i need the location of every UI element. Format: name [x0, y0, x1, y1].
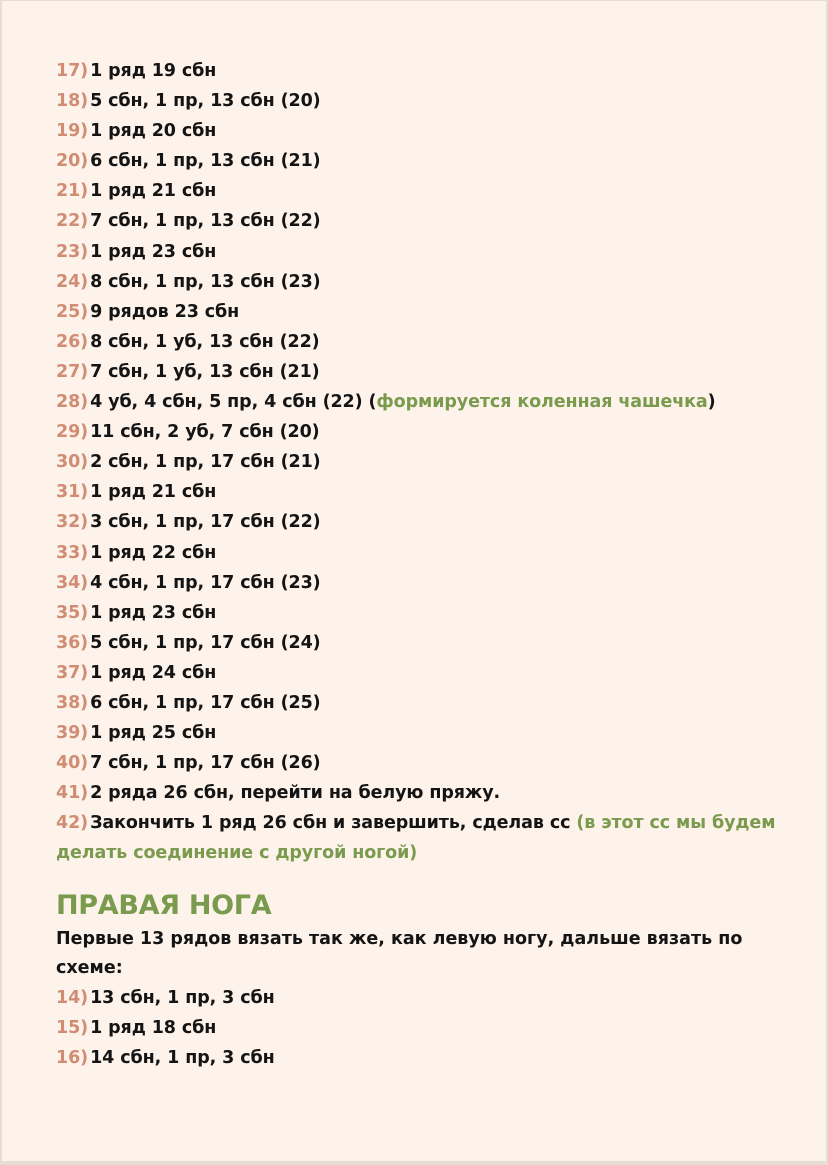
row-instruction: 6 сбн, 1 пр, 17 сбн (25) — [90, 692, 321, 713]
row-instruction: 1 ряд 18 сбн — [90, 1017, 217, 1038]
pattern-row — [56, 628, 796, 658]
right-leg-intro: Первые 13 рядов вязать так же, как левую ногу, дальше вязать по схеме: — [56, 928, 743, 978]
row-instruction: 3 сбн, 1 пр, 17 сбн (22) — [90, 512, 321, 533]
row-number: 20) — [56, 151, 89, 172]
pattern-row — [56, 146, 796, 176]
row-instruction: 1 ряд 25 сбн — [90, 723, 217, 744]
row-number: 26) — [56, 331, 89, 352]
row-number: 28) — [56, 392, 89, 413]
row-instruction: 4 сбн, 1 пр, 17 сбн (23) — [90, 572, 321, 593]
pattern-row — [56, 778, 796, 808]
pattern-row — [56, 507, 796, 537]
pattern-row — [56, 237, 796, 267]
left-leg-rows — [56, 56, 796, 869]
row-instruction: 6 сбн, 1 пр, 13 сбн (21) — [90, 151, 321, 172]
row-instruction: 8 сбн, 1 уб, 13 сбн (22) — [90, 331, 320, 352]
row-number: 37) — [56, 662, 89, 683]
pattern-row — [56, 538, 796, 568]
pattern-row — [56, 387, 796, 417]
pattern-row — [56, 297, 796, 327]
row-instruction: 1 ряд 21 сбн — [90, 482, 217, 503]
row-instruction: 14 сбн, 1 пр, 3 сбн — [90, 1047, 275, 1068]
row-number: 17) — [56, 61, 89, 81]
row-number: 39) — [56, 723, 89, 744]
pattern-row — [56, 983, 796, 1013]
row-instruction: 4 уб, 4 сбн, 5 пр, 4 сбн (22) ( — [90, 392, 377, 413]
row-note-close: ) — [707, 392, 716, 413]
row-instruction: 7 сбн, 1 пр, 17 сбн (26) — [90, 753, 321, 774]
row-instruction: Закончить 1 ряд 26 сбн и завершить, сделав сс — [90, 813, 577, 834]
row-instruction: 2 ряда 26 сбн, перейти на белую пряжу. — [90, 783, 501, 804]
row-instruction: 11 сбн, 2 уб, 7 сбн (20) — [90, 422, 320, 443]
row-number: 19) — [56, 121, 89, 142]
row-note: (в этот сс мы будем делать соединение с другой ногой) — [56, 813, 776, 864]
row-instruction: 1 ряд 22 сбн — [90, 542, 217, 563]
row-instruction: 7 сбн, 1 уб, 13 сбн (21) — [90, 361, 320, 382]
row-number: 21) — [56, 181, 89, 202]
row-instruction: 7 сбн, 1 пр, 13 сбн (22) — [90, 211, 321, 232]
row-number: 38) — [56, 692, 89, 713]
pattern-row — [56, 206, 796, 236]
row-number: 33) — [56, 542, 89, 563]
pattern-row — [56, 86, 796, 116]
row-number: 18) — [56, 91, 89, 112]
pattern-row — [56, 658, 796, 688]
row-instruction: 5 сбн, 1 пр, 13 сбн (20) — [90, 91, 321, 112]
row-instruction: 1 ряд 21 сбн — [90, 181, 217, 202]
right-leg-heading: ПРАВАЯ НОГА — [56, 889, 272, 921]
row-number: 41) — [56, 783, 89, 804]
row-instruction: 1 ряд 24 сбн — [90, 662, 217, 683]
row-number: 27) — [56, 361, 89, 382]
row-number: 29) — [56, 422, 89, 443]
row-number: 32) — [56, 512, 89, 533]
row-number: 36) — [56, 632, 89, 653]
row-number: 34) — [56, 572, 89, 593]
row-number: 31) — [56, 482, 89, 503]
row-instruction: 1 ряд 19 сбн — [90, 61, 217, 81]
row-instruction: 9 рядов 23 сбн — [90, 301, 240, 322]
row-instruction: 1 ряд 20 сбн — [90, 121, 217, 142]
row-instruction: 1 ряд 23 сбн — [90, 241, 217, 262]
row-number: 25) — [56, 301, 89, 322]
pattern-row — [56, 447, 796, 477]
pattern-row — [56, 568, 796, 598]
pattern-content — [56, 56, 796, 1073]
right-leg-rows — [56, 983, 796, 1073]
pattern-row — [56, 56, 796, 86]
pattern-row — [56, 176, 796, 206]
row-number: 23) — [56, 241, 89, 262]
pattern-row — [56, 688, 796, 718]
pattern-row — [56, 808, 796, 868]
pattern-row — [56, 598, 796, 628]
pattern-row — [56, 417, 796, 447]
row-number: 15) — [56, 1017, 89, 1038]
pattern-row — [56, 1043, 796, 1073]
pattern-row — [56, 267, 796, 297]
pattern-row — [56, 718, 796, 748]
pattern-row — [56, 1013, 796, 1043]
row-number: 16) — [56, 1047, 89, 1068]
pattern-row — [56, 748, 796, 778]
row-note: формируется коленная чашечка — [376, 392, 708, 413]
row-number: 42) — [56, 813, 89, 834]
page-edge-bottom — [2, 1161, 828, 1165]
row-instruction: 1 ряд 23 сбн — [90, 602, 217, 623]
row-number: 30) — [56, 452, 89, 473]
row-number: 22) — [56, 211, 89, 232]
row-instruction: 8 сбн, 1 пр, 13 сбн (23) — [90, 271, 321, 292]
row-instruction: 2 сбн, 1 пр, 17 сбн (21) — [90, 452, 321, 473]
row-instruction: 5 сбн, 1 пр, 17 сбн (24) — [90, 632, 321, 653]
row-number: 40) — [56, 753, 89, 774]
pattern-row — [56, 477, 796, 507]
pattern-row — [56, 327, 796, 357]
pattern-row — [56, 116, 796, 146]
row-number: 14) — [56, 987, 89, 1008]
row-number: 24) — [56, 271, 89, 292]
row-number: 35) — [56, 602, 89, 623]
row-instruction: 13 сбн, 1 пр, 3 сбн — [90, 987, 275, 1008]
pattern-row — [56, 357, 796, 387]
